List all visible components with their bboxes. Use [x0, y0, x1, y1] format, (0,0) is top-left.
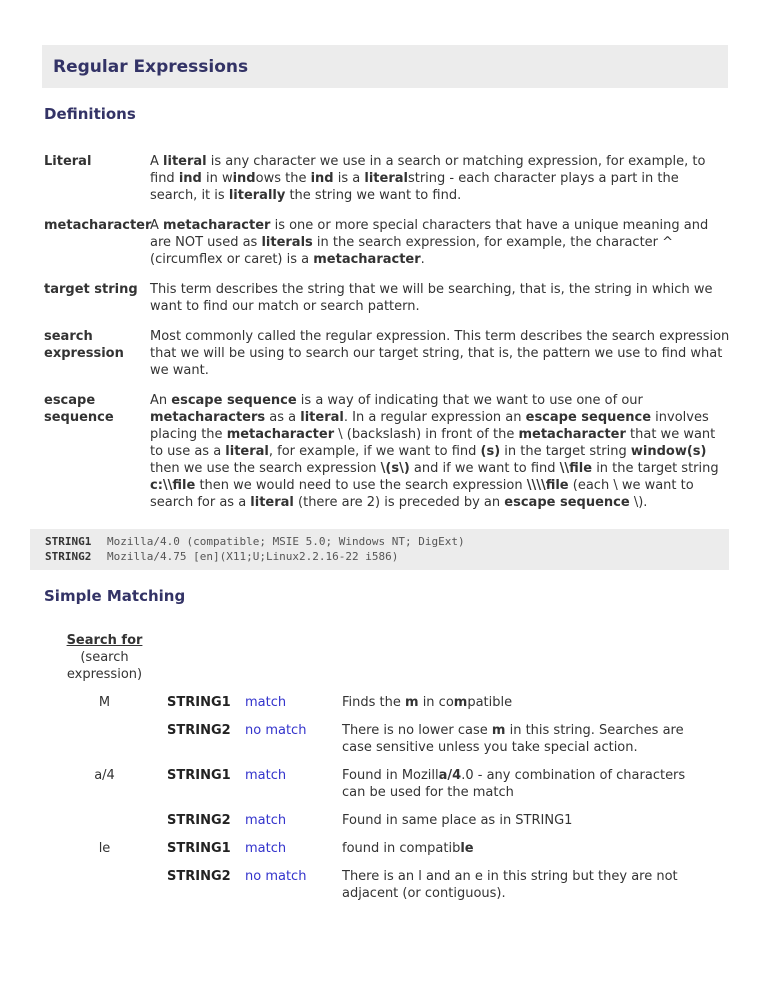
string-name-cell: STRING2 — [167, 723, 231, 738]
definition-term: Literal — [44, 154, 92, 169]
match-description-cell: Found in Mozilla/4.0 - any combination of characters can be used for the match — [342, 768, 686, 800]
definition-term: search expression — [44, 329, 124, 361]
definitions-list — [44, 153, 730, 511]
string-row — [45, 549, 721, 564]
string-name-cell: STRING2 — [167, 813, 231, 828]
match-result-cell: match — [245, 841, 287, 856]
definition-row — [44, 217, 730, 268]
string-value: Mozilla/4.75 [en](X11;U;Linux2.2.16-22 i586) — [107, 550, 399, 563]
string-name-cell: STRING1 — [167, 695, 231, 710]
match-result-cell: match — [245, 768, 287, 783]
definition-text: An escape sequence is a way of indicating that we want to use one of our metacharacters as a literal. In a regular expression an escape sequence involves placing the metacharacter \ (backslash) in front of the metacharacter that we want to use as a literal, for example, if we want to find (s) in the target string window(s) then we use the search expression \(s\) and if we want to find \\file in the target string c:\\file then we would need to use the search expression \\\\file (each \ we want to search for as a literal (there are 2) is preceded by an escape sequence \). — [150, 393, 719, 510]
match-result-cell: no match — [245, 723, 307, 738]
string-label: STRING1 — [45, 535, 92, 548]
definition-term: metacharacter — [44, 218, 152, 233]
string-value: Mozilla/4.0 (compatible; MSIE 5.0; Windows NT; DigExt) — [107, 535, 465, 548]
simple-matching-table — [42, 632, 730, 902]
string-name-cell: STRING1 — [167, 768, 231, 783]
definition-term: target string — [44, 282, 138, 297]
search-expression-cell: M — [98, 695, 111, 710]
match-result-cell: match — [245, 695, 287, 710]
search-for-title: Search for — [66, 633, 143, 648]
definitions-heading: Definitions — [44, 105, 136, 123]
definition-row — [44, 153, 730, 204]
match-description-cell: Found in same place as in STRING1 — [342, 813, 573, 828]
match-description-cell: found in compatible — [342, 841, 474, 856]
definition-row — [44, 328, 730, 379]
match-description-cell: There is an l and an e in this string but they are not adjacent (or contiguous). — [342, 869, 678, 901]
search-expression-subheader: (search expression) — [66, 650, 143, 682]
search-for-header — [42, 632, 167, 683]
search-expression-cell: a/4 — [94, 768, 115, 783]
user-agent-strings-block — [30, 529, 729, 570]
definition-text: Most commonly called the regular expression. This term describes the search expression that we will be using to search our target string, that is, the pattern we use to find what we want. — [150, 329, 730, 378]
search-expression-cell: le — [98, 841, 111, 856]
simple-matching-heading: Simple Matching — [44, 587, 186, 605]
string-row — [45, 534, 721, 549]
definition-row — [44, 281, 730, 315]
string-name-cell: STRING1 — [167, 841, 231, 856]
definition-text: This term describes the string that we will be searching, that is, the string in which we want to find our match or search pattern. — [150, 282, 713, 314]
definition-text: A metacharacter is one or more special characters that have a unique meaning and are NOT used as literals in the search expression, for example, the character ^ (circumflex or caret) is a metacharacter. — [150, 218, 709, 267]
string-name-cell: STRING2 — [167, 869, 231, 884]
page-header-bar — [42, 45, 728, 88]
definition-text: A literal is any character we use in a search or matching expression, for example, to find ind in windows the ind is a literalstring - each character plays a part in the search, it is literally the string we want to find. — [150, 154, 706, 203]
definition-term: escape sequence — [44, 393, 114, 425]
match-result-cell: no match — [245, 869, 307, 884]
definition-row — [44, 392, 730, 511]
string-label: STRING2 — [45, 550, 92, 563]
match-result-cell: match — [245, 813, 287, 828]
page-title: Regular Expressions — [53, 56, 249, 77]
match-description-cell: There is no lower case m in this string. Searches are case sensitive unless you take special action. — [342, 723, 684, 755]
match-description-cell: Finds the m in compatible — [342, 695, 513, 710]
